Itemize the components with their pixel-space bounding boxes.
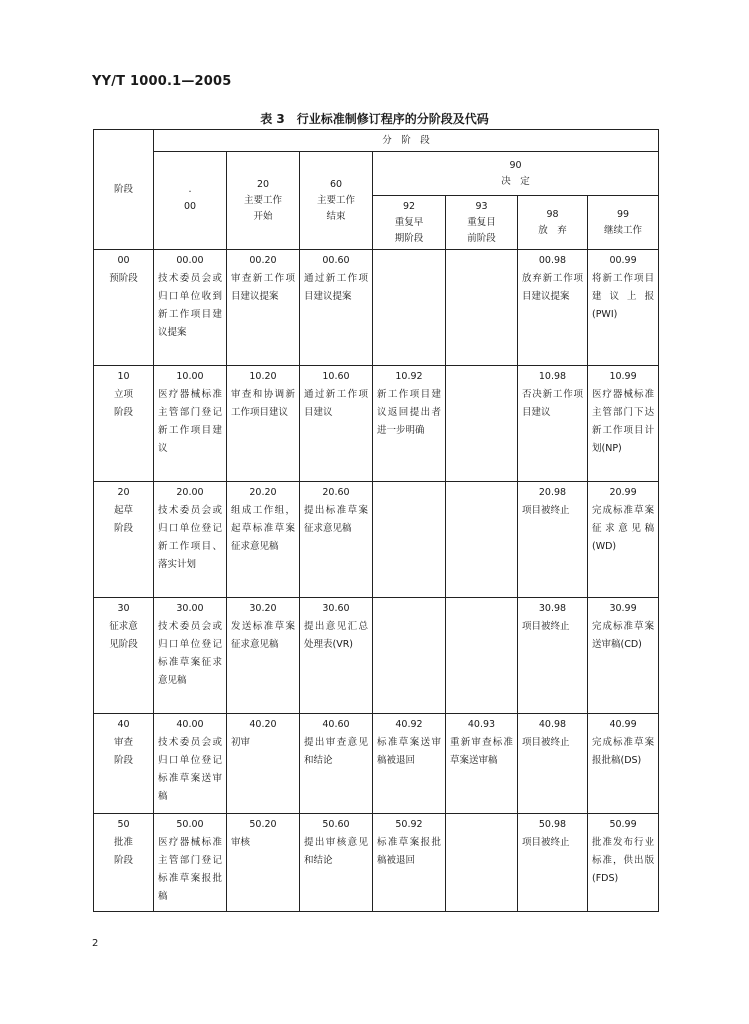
- cell-99: [588, 250, 659, 366]
- cell-99: [588, 814, 659, 912]
- substage-code: 00.00: [176, 255, 204, 266]
- substage-code: 20.98: [538, 487, 567, 498]
- substage-code: 10.92: [395, 371, 423, 382]
- stage-cell: 20 起草 阶段: [94, 482, 154, 598]
- table-row: [94, 366, 659, 482]
- substage-description: 医疗器械标准主管部门下达新工作项目计划(NP): [592, 389, 655, 454]
- substage-description: 技术委员会或归口单位登记标准草案征求意见稿: [158, 621, 222, 686]
- substage-description: 技术委员会或归口单位登记新工作项目、落实计划: [158, 505, 222, 570]
- substage-description: 技术委员会或归口单位登记标准草案送审稿: [158, 737, 222, 802]
- substage-code: 50.92: [395, 819, 423, 830]
- substage-code: 50.00: [176, 819, 204, 830]
- substage-description: 将新工作项目建议上报(PWI): [592, 273, 655, 320]
- substage-code: 30.20: [249, 603, 277, 614]
- cell-00: [154, 598, 227, 714]
- stage-cell: 00 预阶段: [94, 250, 154, 366]
- cell-20: [227, 482, 300, 598]
- header-60: 60 主要工作 结束: [300, 152, 373, 250]
- substage-description: 标准草案报批稿被退回: [377, 837, 441, 866]
- table-row: [94, 250, 659, 366]
- substage-description: 标准草案送审稿被退回: [377, 737, 441, 766]
- cell-99: [588, 366, 659, 482]
- stage-cell: 50 批准 阶段: [94, 814, 154, 912]
- substage-description: 提出审查意见和结论: [304, 737, 368, 766]
- substage-code: 10.99: [609, 371, 637, 382]
- cell-60: [300, 814, 373, 912]
- cell-98: [518, 814, 588, 912]
- substage-description: 审核: [231, 837, 251, 848]
- substage-description: 重新审查标准草案送审稿: [450, 737, 513, 766]
- header-20: 20 主要工作 开始: [227, 152, 300, 250]
- cell-98: [518, 250, 588, 366]
- substage-description: 组成工作组，起草标准草案征求意见稿: [231, 505, 295, 552]
- header-98: 98 放 弃: [518, 196, 588, 250]
- substage-description: 否决新工作项目建议: [522, 389, 583, 418]
- substage-description: 提出标准草案征求意见稿: [304, 505, 368, 534]
- header-99: 99 继续工作: [588, 196, 659, 250]
- substage-code: 40.20: [249, 719, 277, 730]
- table-row: [94, 482, 659, 598]
- substage-code: 50.60: [322, 819, 350, 830]
- substage-code: 50.20: [249, 819, 277, 830]
- cell-93: [446, 250, 518, 366]
- cell-92: [373, 814, 446, 912]
- substage-description: 审查和协调新工作项目建议: [231, 389, 295, 418]
- substage-description: 通过新工作项目建议: [304, 389, 368, 418]
- substage-code: 40.93: [467, 719, 496, 730]
- cell-00: [154, 250, 227, 366]
- substage-code: 20.20: [249, 487, 277, 498]
- substage-code: 00.60: [322, 255, 350, 266]
- cell-20: [227, 598, 300, 714]
- substage-code: 40.99: [609, 719, 637, 730]
- cell-92: [373, 598, 446, 714]
- cell-99: [588, 598, 659, 714]
- substage-code: 00.20: [249, 255, 277, 266]
- table-row: [94, 598, 659, 714]
- cell-98: [518, 482, 588, 598]
- table-row: [94, 814, 659, 912]
- cell-00: [154, 714, 227, 814]
- substage-description: 提出审核意见和结论: [304, 837, 368, 866]
- cell-99: [588, 482, 659, 598]
- substage-code: 10.60: [322, 371, 350, 382]
- substage-code: 40.00: [176, 719, 204, 730]
- substage-code: 50.98: [538, 819, 567, 830]
- cell-20: [227, 814, 300, 912]
- cell-99: [588, 714, 659, 814]
- substage-code: 00.98: [538, 255, 567, 266]
- cell-60: [300, 482, 373, 598]
- cell-93: [446, 366, 518, 482]
- stage-column-header: 阶段: [94, 130, 154, 250]
- cell-93: [446, 714, 518, 814]
- table-caption: 表 3 行业标准制修订程序的分阶段及代码: [260, 112, 489, 126]
- cell-92: [373, 482, 446, 598]
- cell-00: [154, 482, 227, 598]
- header-90-code: 90: [509, 159, 522, 171]
- substage-description: 发送标准草案征求意见稿: [231, 621, 295, 650]
- page-number: 2: [92, 938, 99, 949]
- cell-93: [446, 482, 518, 598]
- stage-cell: 40 审查 阶段: [94, 714, 154, 814]
- substage-code: 50.99: [609, 819, 637, 830]
- cell-93: [446, 598, 518, 714]
- substage-code: 00.99: [609, 255, 637, 266]
- substage-description: 放弃新工作项目建议提案: [522, 273, 583, 302]
- substage-code: 40.92: [395, 719, 423, 730]
- stage-cell: 30 征求意 见阶段: [94, 598, 154, 714]
- cell-20: [227, 250, 300, 366]
- cell-20: [227, 366, 300, 482]
- substage-description: 技术委员会或归口单位收到新工作项目建议提案: [158, 273, 222, 338]
- cell-60: [300, 714, 373, 814]
- cell-98: [518, 366, 588, 482]
- substage-code: 20.99: [609, 487, 637, 498]
- header-90-decision: [373, 152, 659, 196]
- cell-00: [154, 814, 227, 912]
- substage-group-header: 分 阶 段: [154, 130, 659, 152]
- substage-code: 40.98: [538, 719, 567, 730]
- substage-code: 40.60: [322, 719, 350, 730]
- substage-description: 完成标准草案送审稿(CD): [592, 621, 655, 650]
- table-row: [94, 714, 659, 814]
- substage-description: 项目被终止: [522, 505, 570, 516]
- cell-92: [373, 366, 446, 482]
- header-92: 92 重复早 期阶段: [373, 196, 446, 250]
- cell-92: [373, 714, 446, 814]
- header-93: 93 重复目 前阶段: [446, 196, 518, 250]
- cell-60: [300, 598, 373, 714]
- substage-description: 批准发布行业标准，供出版(FDS): [592, 837, 655, 884]
- stage-code-table: [93, 129, 659, 912]
- cell-00: [154, 366, 227, 482]
- substage-code: 30.60: [322, 603, 350, 614]
- cell-93: [446, 814, 518, 912]
- substage-description: 通过新工作项目建议提案: [304, 273, 368, 302]
- substage-description: 医疗器械标准主管部门登记新工作项目建议: [158, 389, 222, 454]
- substage-code: 20.00: [176, 487, 204, 498]
- header-decision-label: 决 定: [501, 175, 530, 187]
- substage-code: 20.60: [322, 487, 350, 498]
- substage-description: 初审: [231, 737, 251, 748]
- header-00: · 00: [154, 152, 227, 250]
- substage-code: 10.00: [176, 371, 204, 382]
- substage-code: 30.98: [538, 603, 567, 614]
- substage-description: 医疗器械标准主管部门登记标准草案报批稿: [158, 837, 222, 902]
- cell-92: [373, 250, 446, 366]
- substage-description: 完成标准草案征求意见稿(WD): [592, 505, 655, 552]
- cell-98: [518, 714, 588, 814]
- substage-description: 项目被终止: [522, 621, 570, 632]
- cell-98: [518, 598, 588, 714]
- substage-description: 提出意见汇总处理表(VR): [304, 621, 368, 650]
- substage-description: 新工作项目建议返回提出者进一步明确: [377, 389, 441, 436]
- substage-description: 审查新工作项目建议提案: [231, 273, 295, 302]
- substage-code: 10.20: [249, 371, 277, 382]
- substage-description: 项目被终止: [522, 737, 570, 748]
- cell-60: [300, 250, 373, 366]
- substage-code: 30.99: [609, 603, 637, 614]
- substage-description: 完成标准草案报批稿(DS): [592, 737, 655, 766]
- cell-20: [227, 714, 300, 814]
- cell-60: [300, 366, 373, 482]
- substage-description: 项目被终止: [522, 837, 570, 848]
- stage-cell: 10 立项 阶段: [94, 366, 154, 482]
- substage-code: 30.00: [176, 603, 204, 614]
- document-number: YY/T 1000.1—2005: [92, 74, 232, 89]
- substage-code: 10.98: [538, 371, 567, 382]
